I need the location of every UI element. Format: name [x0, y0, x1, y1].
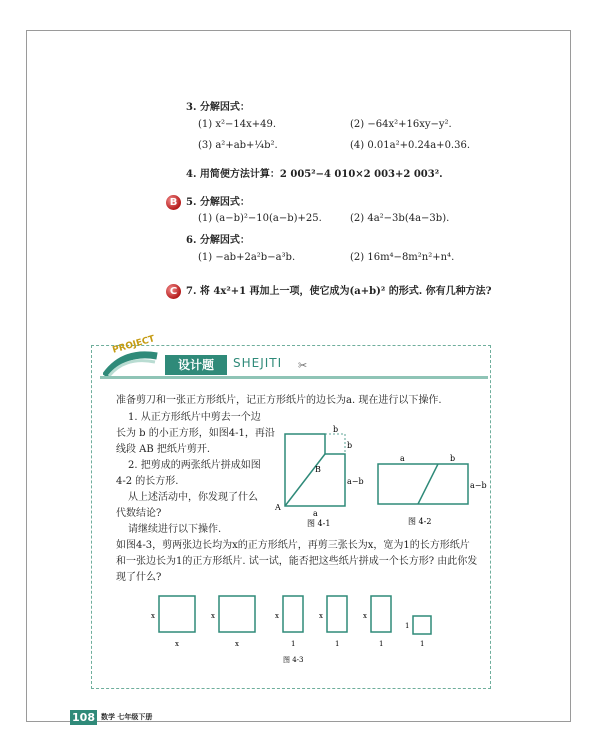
fig1-label-A: A: [275, 503, 281, 512]
project-badge: PROJECT: [111, 334, 156, 356]
project-question-a: 从上述活动中，你发现了什么: [128, 492, 258, 503]
fig1-label-a: a: [313, 509, 318, 518]
project-step-2b: 4-2 的长方形.: [116, 476, 179, 487]
project-paragraph-6a: 如图4-3，剪两张边长均为x的正方形纸片，再剪三张长为x，宽为1的长方形纸片: [116, 540, 470, 551]
fig1-caption: 图 4-1: [307, 519, 331, 528]
exercise-4: 4. 用简便方法计算：2 005²−4 010×2 003+2 003².: [186, 169, 443, 180]
exercise-6-title: 6. 分解因式：: [186, 235, 250, 246]
exercise-3-item-1: (1) x²−14x+49.: [198, 119, 277, 130]
fig1-label-b-right: b: [347, 441, 353, 450]
book-title: 数学 七年级下册: [101, 713, 153, 721]
fig2-label-a: a: [400, 454, 405, 463]
project-step-1c: 线段 AB 把纸片剪开.: [116, 444, 211, 455]
fig3-piece-5-side: x: [363, 612, 367, 620]
scissors-icon: ✂: [298, 359, 308, 372]
exercise-6-item-2: (2) 16m⁴−8m²n²+n⁴.: [350, 252, 455, 263]
fig2-label-amb: a−b: [470, 481, 487, 490]
exercise-5-item-1: (1) (a−b)²−10(a−b)+25.: [198, 213, 322, 224]
exercise-5-item-2: (2) 4a²−3b(4a−3b).: [350, 213, 450, 224]
fig1-label-amb: a−b: [347, 477, 364, 486]
exercise-6-item-1: (1) −ab+2a²b−a³b.: [198, 252, 296, 263]
fig3-piece-6-bottom: 1: [420, 640, 425, 648]
level-c-icon: C: [166, 284, 181, 299]
fig3-piece-2-bottom: x: [235, 640, 239, 648]
fig3-piece-6-side: 1: [405, 622, 410, 630]
fig1-label-B: B: [315, 465, 321, 474]
project-pinyin: SHEJITI: [233, 356, 283, 370]
figure-4-1: [265, 420, 375, 530]
figure-4-2: [370, 450, 490, 530]
project-step-2a: 2. 把剪成的两张纸片拼成如图: [128, 460, 261, 471]
exercise-5-title: 5. 分解因式：: [186, 197, 250, 208]
fig3-caption: 图 4-3: [283, 656, 304, 664]
project-emblem-icon: [103, 348, 159, 378]
project-step-1a: 1. 从正方形纸片中剪去一个边: [128, 412, 261, 423]
project-paragraph-6b: 和一张边长为1的正方形纸片. 试一试，能否把这些纸片拼成一个长方形? 由此你发: [116, 556, 478, 567]
exercise-7: 7. 将 4x²+1 再加上一项，使它成为(a+b)² 的形式. 你有几种方法?: [186, 286, 492, 297]
fig3-piece-2-side: x: [211, 612, 215, 620]
fig3-piece-1-bottom: x: [175, 640, 179, 648]
exercise-3-item-2: (2) −64x²+16xy−y².: [350, 119, 452, 130]
exercise-3-title: 3. 分解因式：: [186, 102, 250, 113]
fig3-piece-5-bottom: 1: [379, 640, 384, 648]
fig1-label-b-top: b: [333, 425, 339, 434]
fig3-piece-3-bottom: 1: [291, 640, 296, 648]
project-paragraph-6c: 现了什么?: [116, 572, 162, 583]
fig3-piece-1-side: x: [151, 612, 155, 620]
project-paragraph-1: 准备剪刀和一张正方形纸片，记正方形纸片的边长为a. 现在进行以下操作.: [116, 395, 442, 406]
fig2-caption: 图 4-2: [408, 517, 432, 526]
page-number: 108: [70, 710, 97, 725]
project-continue: 请继续进行以下操作.: [128, 524, 222, 535]
level-b-icon: B: [166, 195, 181, 210]
project-step-1b: 长为 b 的小正方形，如图4-1，再沿: [116, 428, 275, 439]
fig3-piece-4-bottom: 1: [335, 640, 340, 648]
figure-4-3: [145, 590, 445, 670]
fig3-piece-4-side: x: [319, 612, 323, 620]
fig2-label-b: b: [450, 454, 456, 463]
exercise-3-item-3: (3) a²+ab+¼b².: [198, 140, 278, 151]
fig3-piece-3-side: x: [275, 612, 279, 620]
exercise-3-item-4: (4) 0.01a²+0.24a+0.36.: [350, 140, 471, 151]
project-question-b: 代数结论?: [116, 508, 162, 519]
project-title: 设计题: [165, 355, 227, 375]
project-divider: [100, 376, 488, 379]
